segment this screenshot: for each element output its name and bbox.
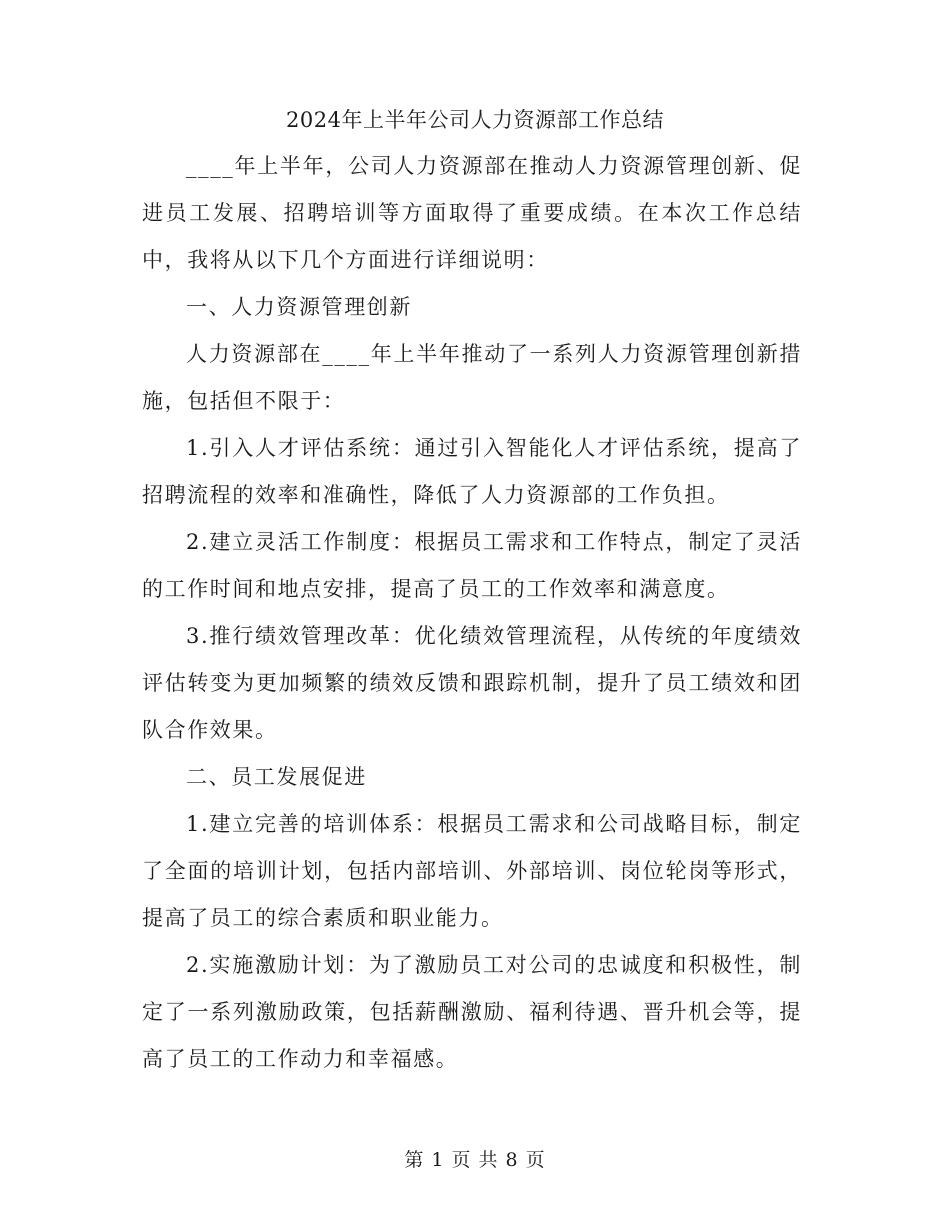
page-footer: 第 1 页 共 8 页: [404, 1149, 546, 1171]
innovation-item-2: 2.建立灵活工作制度：根据员工需求和工作特点，制定了灵活的工作时间和地点安排，提高了员工的工作效率和满意度。: [142, 530, 802, 601]
development-item-2: 2.实施激励计划：为了激励员工对公司的忠诚度和积极性，制定了一系列激励政策，包括薪酬激励、福利待遇、晋升机会等，提高了员工的工作动力和幸福感。: [142, 953, 802, 1071]
document-body: [142, 143, 802, 1083]
innovation-item-1: 1.引入人才评估系统：通过引入智能化人才评估系统，提高了招聘流程的效率和准确性，降低了人力资源部的工作负担。: [142, 436, 802, 507]
document-title: 2024年上半年公司人力资源部工作总结: [286, 108, 664, 132]
section-heading-development: 二、员工发展促进: [186, 765, 367, 789]
intro-paragraph: ____年上半年，公司人力资源部在推动人力资源管理创新、促进员工发展、招聘培训等方面取得了重要成绩。在本次工作总结中，我将从以下几个方面进行详细说明：: [142, 154, 802, 272]
development-item-1: 1.建立完善的培训体系：根据员工需求和公司战略目标，制定了全面的培训计划，包括内部培训、外部培训、岗位轮岗等形式，提高了员工的综合素质和职业能力。: [142, 812, 802, 930]
innovation-item-3: 3.推行绩效管理改革：优化绩效管理流程，从传统的年度绩效评估转变为更加频繁的绩效反馈和跟踪机制，提升了员工绩效和团队合作效果。: [142, 624, 802, 742]
innovation-intro-paragraph: 人力资源部在____年上半年推动了一系列人力资源管理创新措施，包括但不限于：: [142, 342, 802, 413]
section-heading-innovation: 一、人力资源管理创新: [186, 295, 412, 319]
